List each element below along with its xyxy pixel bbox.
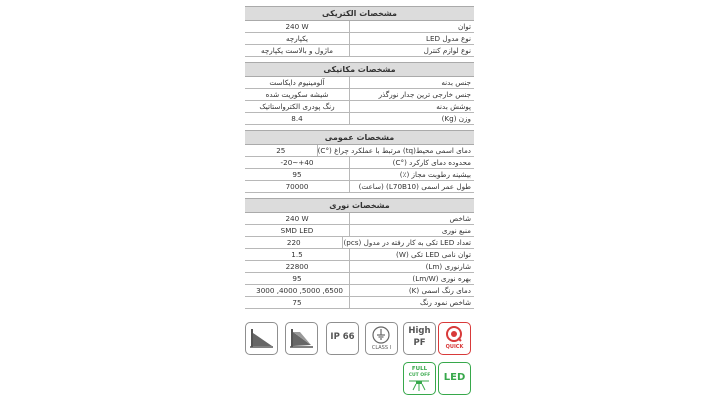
table-row: [245, 89, 474, 101]
general-specs-section: [245, 130, 474, 193]
row-value: -20~+40: [245, 157, 350, 168]
row-value: رنگ پودری الکترواستاتیک: [245, 101, 350, 112]
table-row: [245, 297, 474, 309]
row-value: SMD LED: [245, 225, 350, 236]
row-value: 240 W: [245, 213, 350, 224]
class-one-text: CLASS I: [371, 345, 392, 351]
ip-rating-text: IP 66: [330, 332, 355, 342]
row-value: 70000: [245, 181, 350, 192]
quick-connect-badge: [438, 322, 471, 355]
row-label: دمای اسمی محیط(tq) مرتبط با عملکرد چراغ (°C): [317, 146, 471, 155]
row-label: جنس خارجی ترین جدار نورگذر: [378, 90, 471, 99]
led-text: LED: [443, 372, 466, 383]
table-row: [245, 261, 474, 273]
row-value: شیشه سکوریت شده: [245, 89, 350, 100]
full-text: FULL: [411, 366, 428, 372]
row-value: 95: [245, 169, 350, 180]
row-label: دمای رنگ اسمی (K): [408, 286, 471, 295]
table-row: [245, 237, 474, 249]
cutoff-text: CUT OFF: [408, 373, 431, 378]
row-label: بیشینه رطوبت مجاز (٪): [399, 170, 471, 179]
full-cutoff-badge: [403, 362, 436, 395]
asymmetric-beam-icon: [245, 322, 278, 355]
row-value: آلومینیوم دایکاست: [245, 77, 350, 88]
mechanical-specs-section: [245, 62, 474, 125]
row-value: 1.5: [245, 249, 350, 260]
high-pf-badge: [403, 322, 436, 355]
row-label: طول عمر اسمی (L70B10) (ساعت): [358, 182, 471, 191]
row-value: 3000 ,4000 ,5000 ,6500: [245, 285, 350, 296]
section-title: مشخصات الکتریکی: [245, 6, 474, 21]
table-row: [245, 101, 474, 113]
row-label: جنس بدنه: [441, 78, 471, 87]
row-label: شارنوری (Lm): [425, 262, 471, 271]
section-title: مشخصات عمومی: [245, 130, 474, 145]
table-row: [245, 169, 474, 181]
certification-badges: [245, 322, 475, 402]
row-value: 8.4: [245, 113, 350, 124]
class-one-badge: [365, 322, 398, 355]
led-badge: [438, 362, 471, 395]
electrical-specs-section: [245, 6, 474, 57]
table-row: [245, 45, 474, 57]
row-value: 75: [245, 297, 350, 308]
ip-rating-badge: [326, 322, 359, 355]
row-label: نوع مدول LED: [426, 34, 471, 43]
table-row: [245, 21, 474, 33]
table-row: [245, 145, 474, 157]
row-label: پوشش بدنه: [436, 102, 471, 111]
row-label: شاخص: [449, 214, 471, 223]
table-row: [245, 225, 474, 237]
table-row: [245, 113, 474, 125]
table-row: [245, 33, 474, 45]
section-title: مشخصات نوری: [245, 198, 474, 213]
row-label: محدوده دمای کارکرد (°C): [392, 158, 471, 167]
table-row: [245, 77, 474, 89]
high-text: High: [408, 326, 431, 336]
table-row: [245, 285, 474, 297]
row-value: 240 W: [245, 21, 350, 32]
table-row: [245, 213, 474, 225]
pf-text: PF: [413, 338, 426, 348]
table-row: [245, 249, 474, 261]
section-title: مشخصات مکانیکی: [245, 62, 474, 77]
row-label: نوع لوازم کنترل: [423, 46, 471, 55]
quick-text: QUICK: [445, 344, 464, 350]
tilted-beam-icon: [285, 322, 318, 355]
row-value: 220: [245, 237, 343, 248]
optical-specs-section: [245, 198, 474, 309]
row-label: شاخص نمود رنگ: [419, 298, 471, 307]
row-value: یکپارچه: [245, 33, 350, 44]
table-row: [245, 157, 474, 169]
row-value: 95: [245, 273, 350, 284]
row-label: منبع نوری: [441, 226, 471, 235]
row-label: توان نامی LED تکی (W): [396, 250, 471, 259]
table-row: [245, 273, 474, 285]
row-value: 25: [245, 145, 318, 156]
row-value: 22800: [245, 261, 350, 272]
row-label: وزن (Kg): [441, 114, 471, 123]
row-label: تعداد LED تکی به کار رفته در مدول (pcs): [343, 238, 471, 247]
row-label: توان: [458, 22, 471, 31]
table-row: [245, 181, 474, 193]
spec-sheet: [245, 6, 474, 314]
row-label: بهره نوری (Lm/W): [412, 274, 471, 283]
row-value: ماژول و بالاست یکپارچه: [245, 45, 350, 56]
